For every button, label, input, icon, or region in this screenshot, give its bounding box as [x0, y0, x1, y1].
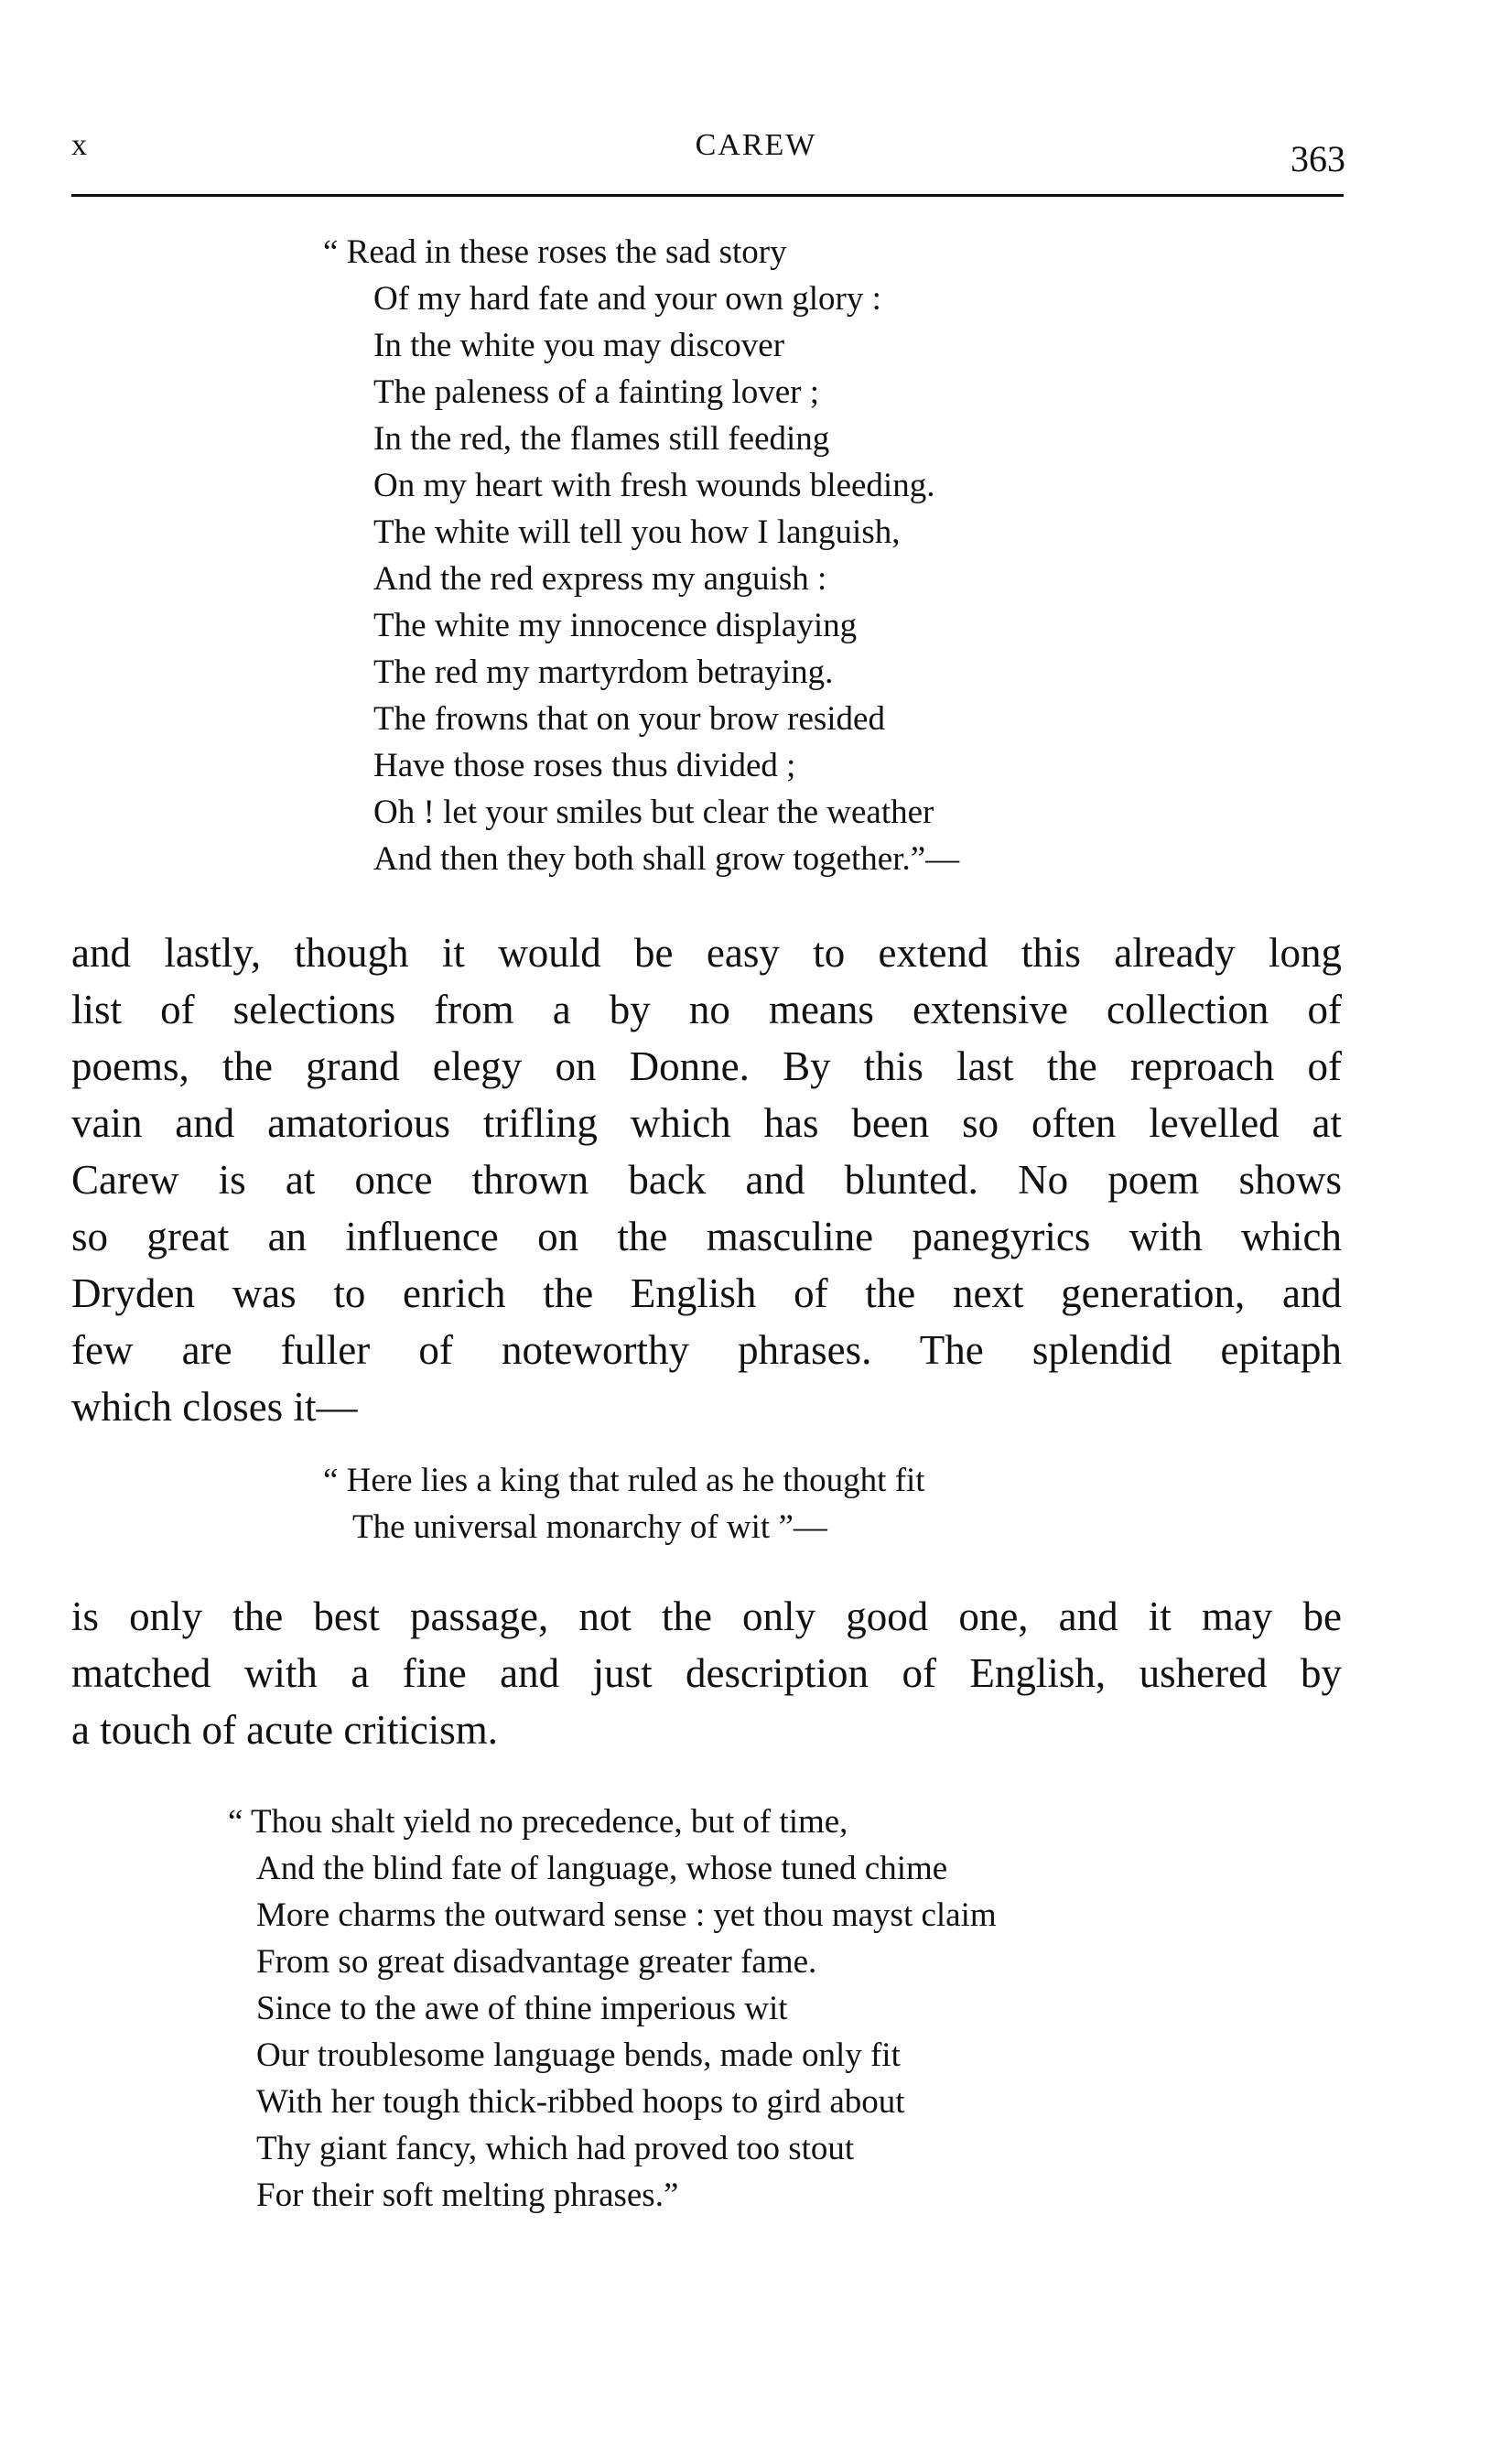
verse-line: With her tough thick-ribbed hoops to gird about	[256, 2083, 905, 2121]
poem-quote-roses	[323, 229, 959, 882]
body-paragraph-2	[71, 1588, 1342, 1758]
verse-line: “ Read in these roses the sad story	[323, 233, 787, 271]
verse-line: The universal monarchy of wit ”—	[352, 1508, 827, 1546]
text-line: list of selections from a by no means extensive collection of	[71, 987, 1342, 1032]
text-line: few are fuller of noteworthy phrases. The splendid epitaph	[71, 1327, 1342, 1373]
verse-line: And then they both shall grow together.”—	[373, 840, 960, 878]
text-line: vain and amatorious trifling which has been so often levelled at	[71, 1100, 1342, 1146]
verse-line: The red my martyrdom betraying.	[373, 654, 834, 691]
verse-line: Have those roses thus divided ;	[373, 747, 796, 784]
verse-line: Of my hard fate and your own glory :	[373, 280, 881, 318]
section-marker: x	[71, 128, 87, 162]
verse-line: And the red express my anguish :	[373, 560, 827, 598]
poem-quote-english	[228, 1799, 997, 2219]
running-title: CAREW	[695, 128, 817, 162]
verse-line: Our troublesome language bends, made only fit	[256, 2036, 901, 2074]
verse-line: In the red, the flames still feeding	[373, 420, 830, 458]
text-line: a touch of acute criticism.	[71, 1707, 499, 1753]
text-line: and lastly, though it would be easy to extend this already long	[71, 930, 1342, 976]
text-line: Dryden was to enrich the English of the next generation, and	[71, 1270, 1342, 1316]
verse-line: The paleness of a fainting lover ;	[373, 373, 819, 411]
verse-line: “ Here lies a king that ruled as he thought fit	[323, 1462, 925, 1499]
verse-line: More charms the outward sense : yet thou mayst claim	[256, 1896, 997, 1934]
header-rule	[71, 194, 1344, 197]
verse-line: In the white you may discover	[373, 327, 785, 364]
verse-line: “ Thou shalt yield no precedence, but of time,	[228, 1803, 848, 1841]
verse-line: Since to the awe of thine imperious wit	[256, 1990, 788, 2027]
verse-line: The frowns that on your brow resided	[373, 700, 885, 738]
page-number: 363	[1291, 138, 1345, 179]
body-paragraph-1	[71, 924, 1342, 1435]
verse-line: Oh ! let your smiles but clear the weather	[373, 794, 934, 831]
text-line: poems, the grand elegy on Donne. By this last the reproach of	[71, 1043, 1342, 1089]
verse-line: From so great disadvantage greater fame.	[256, 1943, 817, 1981]
verse-line: On my heart with fresh wounds bleeding.	[373, 467, 935, 504]
verse-line: And the blind fate of language, whose tuned chime	[256, 1850, 948, 1887]
text-line: so great an influence on the masculine panegyrics with which	[71, 1214, 1342, 1259]
verse-line: The white my innocence displaying	[373, 607, 858, 644]
verse-line: For their soft melting phrases.”	[256, 2177, 679, 2214]
text-line: is only the best passage, not the only good one, and it may be	[71, 1593, 1342, 1639]
text-line: which closes it—	[71, 1384, 358, 1430]
poem-quote-epitaph	[323, 1457, 925, 1550]
verse-line: Thy giant fancy, which had proved too stout	[256, 2130, 855, 2167]
text-line: Carew is at once thrown back and blunted. No poem shows	[71, 1157, 1342, 1203]
text-line: matched with a fine and just description of English, ushered by	[71, 1650, 1342, 1696]
verse-line: The white will tell you how I languish,	[373, 513, 901, 551]
